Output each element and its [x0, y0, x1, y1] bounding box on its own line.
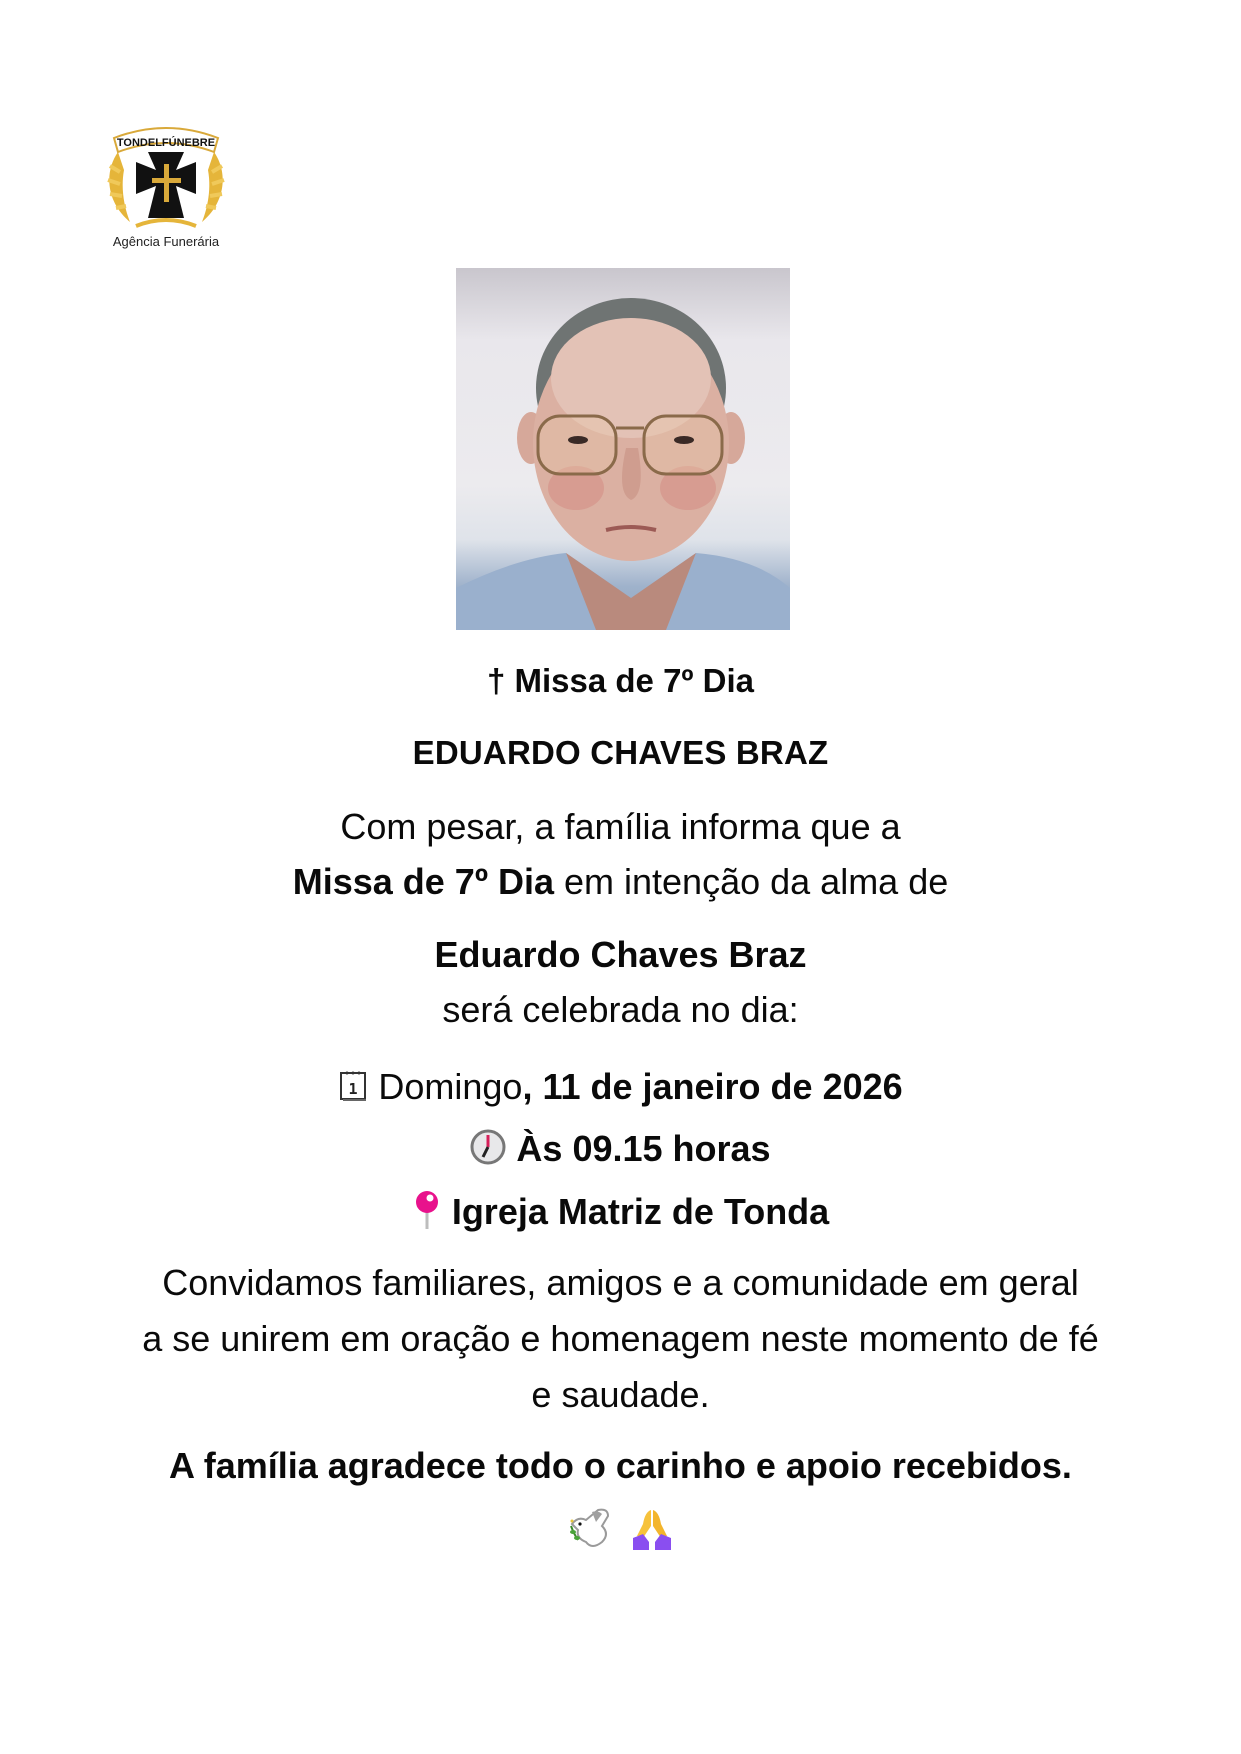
- clock-icon: [470, 1129, 506, 1174]
- svg-text:1: 1: [348, 1079, 358, 1098]
- mass-title: † Missa de 7º Dia: [486, 662, 755, 699]
- agency-caption: Agência Funerária: [112, 234, 220, 249]
- invite-line-1: Convidamos familiares, amigos e a comunidade em geral: [162, 1262, 1079, 1303]
- calendar-icon: [338, 1068, 368, 1111]
- invite-line-3: e saudade.: [531, 1374, 710, 1415]
- svg-text:TONDELFÚNEBRE: TONDELFÚNEBRE: [116, 137, 216, 149]
- intro-line-1: Com pesar, a família informa que a: [340, 806, 901, 847]
- deceased-name-caps: EDUARDO CHAVES BRAZ: [412, 734, 829, 771]
- thanks-message: A família agradece todo o carinho e apoio recebidos.: [169, 1445, 1072, 1486]
- deceased-portrait-photo: [456, 268, 790, 630]
- invite-line-2: a se unirem em oração e homenagem neste momento de fé: [142, 1318, 1099, 1359]
- intro-line-2: Missa de 7º Dia em intenção da alma de: [292, 861, 949, 902]
- event-time: Às 09.15 horas: [0, 1128, 1241, 1174]
- funeral-agency-logo: [100, 122, 232, 254]
- event-place: Igreja Matriz de Tonda: [0, 1189, 1241, 1240]
- praying-hands-icon: [631, 1508, 673, 1555]
- agency-emblem-icon: [100, 122, 232, 234]
- mass-name-bold: Missa de 7º Dia: [292, 861, 554, 902]
- celebrated-on-label: será celebrada no dia:: [442, 989, 799, 1030]
- deceased-name: Eduardo Chaves Braz: [434, 934, 807, 975]
- cross-icon: †: [486, 662, 506, 699]
- event-date: 1 Domingo, 11 de janeiro de 2026: [0, 1066, 1241, 1111]
- dove-icon: [568, 1508, 612, 1555]
- closing-emojis: [0, 1508, 1241, 1555]
- pushpin-icon: [412, 1189, 442, 1240]
